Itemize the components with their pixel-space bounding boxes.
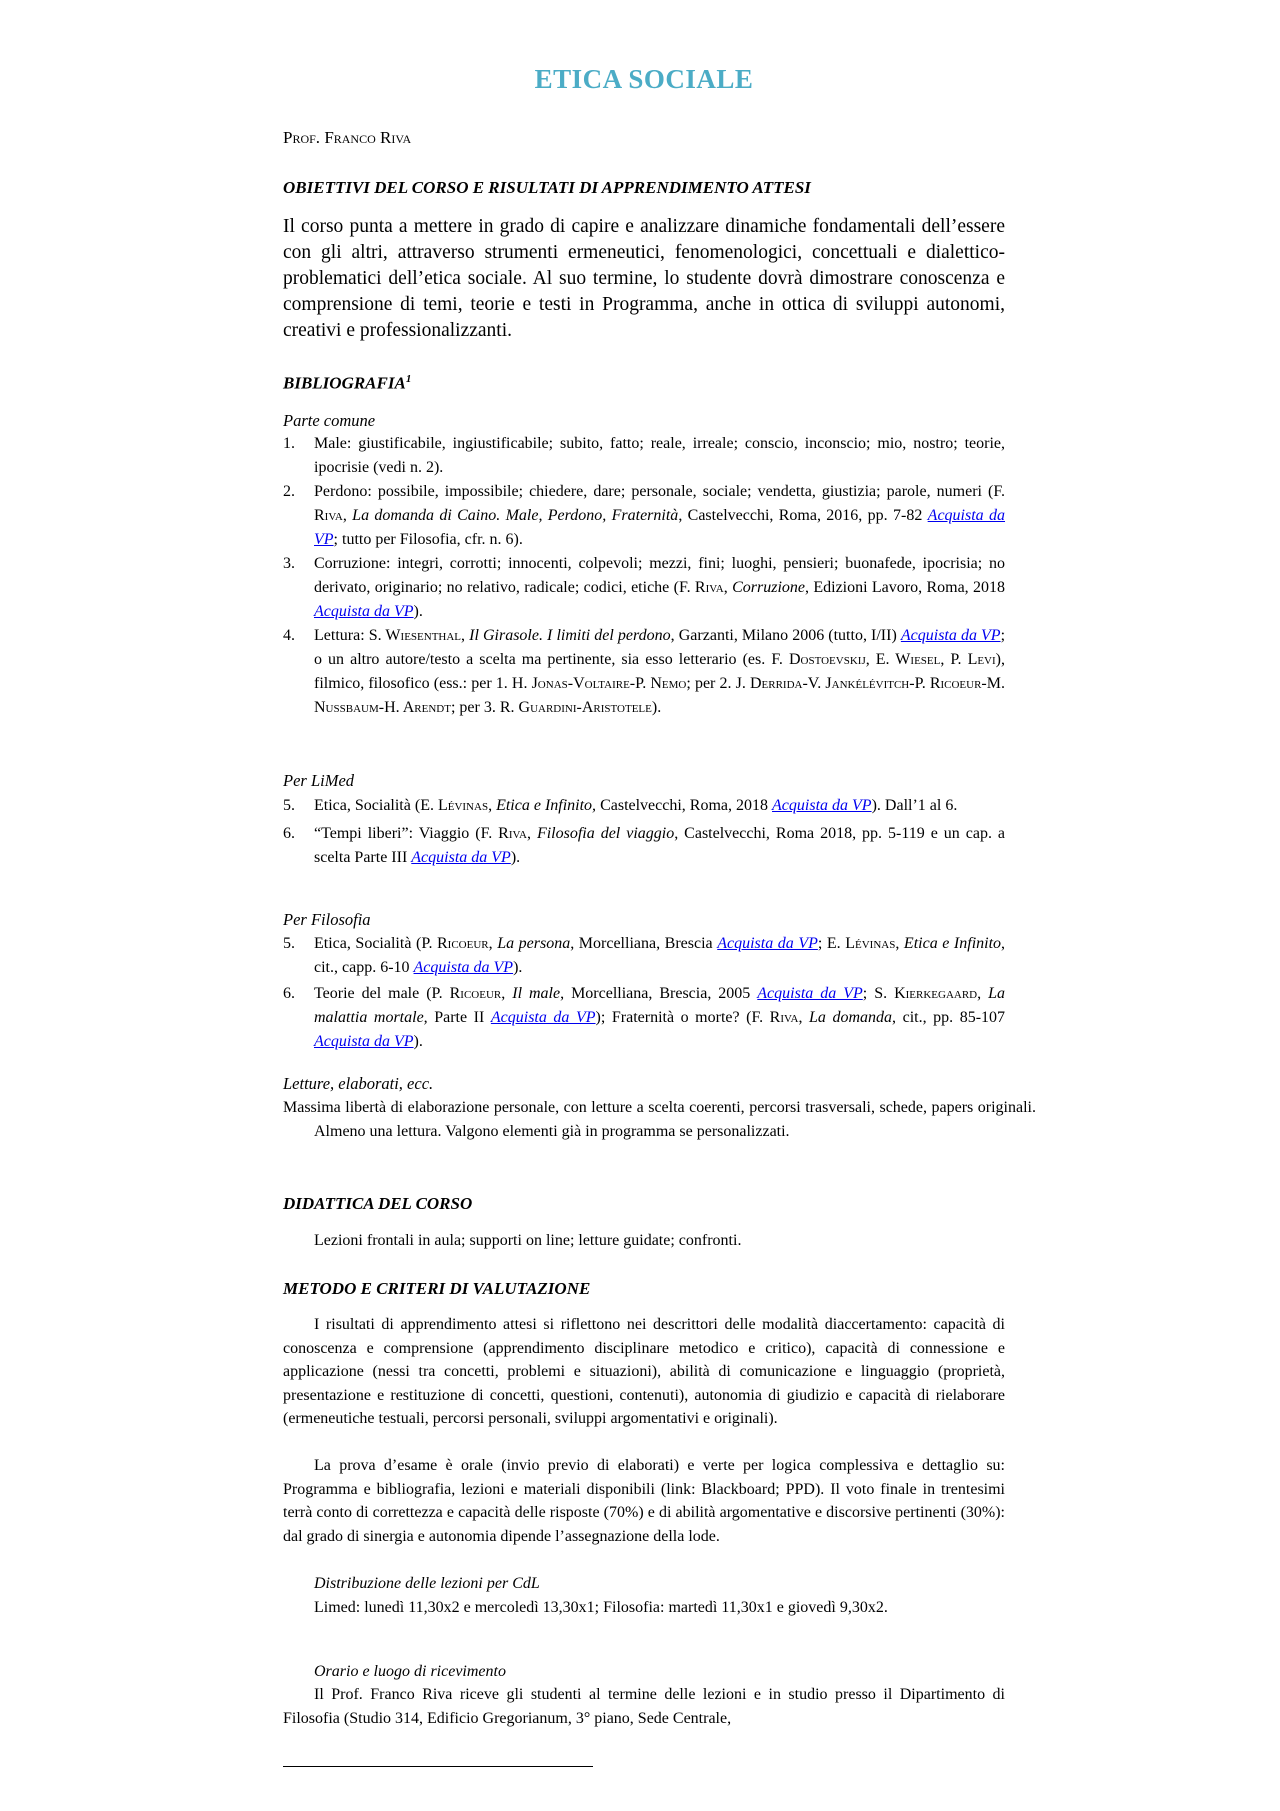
list-item: 6. Teorie del male (P. Ricoeur, Il male, Morcelliana, Brescia, 2005 Acquista da VP; S. Kierkegaard, La malattia mortale, Parte II Acquista da VP); Fraternità o morte? (F. Riva, La domanda, cit., pp. 85-107 Acquista da VP). [283,982,1005,1054]
acquista-link[interactable]: Acquista da VP [757,985,863,1002]
item-work: Il male [512,985,561,1002]
item-text: Corruzione: integri, corrotti; innocenti, colpevoli; mezzi, fini; luoghi, pensieri; buonafede, ipocrisia; no derivato, originario; no relativo, radicale; codici, etiche ( [314,555,1005,596]
parte-comune-label: Parte comune [283,411,376,430]
page-title: ETICA SOCIALE [534,64,754,94]
limed-label: Per LiMed [283,771,355,790]
metodo-heading: METODO E CRITERI DI VALUTAZIONE [283,1279,591,1298]
item-work: La malattia mortale, [314,985,1006,1026]
item-work: Filosofia del viaggio [536,825,675,842]
list-item: 5. Etica, Socialità (E. Lévinas, Etica e Infinito, Castelvecchi, Roma, 2018 Acquista da VP). Dall’1 al 6. [283,794,1005,818]
item-number: 6. [283,985,295,1002]
distribuzione-label: Distribuzione delle lezioni per CdL [314,1575,540,1592]
item-authors: J. Derrida-V. Jankélévitch-P. Ricoeur-M. Nussbaum-H. Arendt [314,675,1005,716]
acquista-link[interactable]: Acquista da VP [314,1033,414,1050]
item-text: Etica, Socialità ( [314,935,422,952]
list-item: 4. Lettura: S. Wiesenthal, Il Girasole. I limiti del perdono, Garzanti, Milano 2006 (tutto, I/II) Acquista da VP; o un altro autore/testo a scelta ma pertinente, sia esso letterario (es. F. Dostoevskij, E. Wiesel, P. Levi), filmico, filosofico (ess.: per 1. H. Jonas-Voltaire-P. Nemo; per 2. J. Derrida-V. Jankélévitch-P. Ricoeur-M. Nussbaum-H. Arendt; per 3. R. Guardini-Aristotele). [283,624,1005,720]
item-authors: R. Guardini-Aristotele [499,699,652,716]
item-text: ; per 3. [450,699,500,716]
item-text: Lettura: [314,627,369,644]
metodo-paragraph-2: La prova d’esame è orale (invio previo di elaborati) e verte per logica complessiva e dettaglio su: Programma e bibliografia, lezioni e materiali disponibili (link: Blackboard; PPD). Il voto finale in trentesimi terrà conto di correttezza e capacità delle risposte (70%) e di abilità argomentative e discorsive pertinenti (30%): dal grado di sinergia e autonomia dipende l’assegnazione della lode. [283,1457,1005,1545]
acquista-link[interactable]: Acquista da VP [490,1009,596,1026]
item-text: , Castelvecchi, Roma, 2016, pp. 7-82 [678,507,928,524]
item-work: La domanda di Caino. Male, Perdono, Fraternità [352,507,679,524]
item-text: ; o un altro autore/testo a scelta ma pertinente, sia esso letterario (es. [314,627,1006,668]
item-text: ). [413,1033,423,1050]
list-item: 3. Corruzione: integri, corrotti; innocenti, colpevoli; mezzi, fini; luoghi, pensieri; buonafede, ipocrisia; no derivato, originario; no relativo, radicale; codici, etiche (F. Riva, Corruzione, Edizioni Lavoro, Roma, 2018 Acquista da VP). [283,552,1005,624]
item-text: ). [651,699,662,716]
list-item: 5. Etica, Socialità (P. Ricoeur, La persona, Morcelliana, Brescia Acquista da VP; E. Lévinas, Etica e Infinito, cit., capp. 6-10 Acquista da VP). [283,932,1005,980]
item-work: Etica e Infinito [903,935,1002,952]
distribuzione-text: Limed: lunedì 11,30x2 e mercoledì 13,30x1; Filosofia: martedì 11,30x1 e giovedì 9,30x2. [314,1599,888,1616]
bibliography-heading [283,373,411,394]
item-text: , Castelvecchi, Roma 2018, pp. 5-119 e un cap. a scelta Parte III [314,825,1006,866]
item-text: Male: giustificabile, ingiustificabile; subito, fatto; reale, irreale; conscio, inconscio; mio, nostro; teorie, ipocrisie (vedi n. 2). [314,435,1005,476]
item-author: F. Riva [480,825,527,842]
item-text: ). [513,959,523,976]
orario-text: Il Prof. Franco Riva riceve gli studenti al termine delle lezioni e in studio presso il Dipartimento di Filosofia (Studio 314, Edificio Gregorianum, 3° piano, Sede Centrale, [283,1686,1005,1727]
letture-text: Massima libertà di elaborazione personale, con letture a scelta coerenti, percorsi trasversali, schede, papers originali. Almeno una lettura. Valgono elementi già in programma se personalizzati. [283,1099,1036,1140]
parte-comune-list [283,432,1005,720]
item-number: 2. [283,483,295,500]
item-text: Perdono: possibile, impossibile; chiedere, dare; personale, sociale; vendetta, giustizia; parole, numeri ( [314,483,994,500]
item-number: 4. [283,627,295,644]
acquista-link[interactable]: Acquista da VP [772,797,872,814]
item-text: ). [413,603,423,620]
item-number: 5. [283,935,295,952]
item-number: 1. [283,435,295,452]
item-text: ; [817,935,827,952]
list-item: 6. “Tempi liberi”: Viaggio (F. Riva, Filosofia del viaggio, Castelvecchi, Roma 2018, pp. 5-119 e un cap. a scelta Parte III Acquista da VP). [283,822,1005,870]
item-author: P. Ricoeur [431,985,502,1002]
acquista-link[interactable]: Acquista da VP [413,959,514,976]
item-text: , Morcelliana, Brescia [570,935,718,952]
item-text: , Morcelliana, Brescia, 2005 [560,985,758,1002]
acquista-link[interactable]: Acquista da VP [411,849,511,866]
item-text: ). Dall’1 al 6. [871,797,958,814]
item-author: E. Lévinas [826,935,896,952]
item-authors: F. Dostoevskij, E. Wiesel, P. Levi [771,651,996,668]
filosofia-list [283,932,1005,1054]
limed-list [283,794,1005,870]
item-work: La domanda [809,1009,893,1026]
item-text: , Garzanti, Milano 2006 (tutto, I/II) [670,627,901,644]
item-text: Teorie del male ( [314,985,432,1002]
filosofia-label: Per Filosofia [283,910,371,929]
item-number: 5. [283,797,295,814]
prof-name: Franco Riva [324,128,412,147]
item-text: “Tempi liberi”: Viaggio ( [314,825,481,842]
acquista-link[interactable]: Acquista da VP [717,935,818,952]
item-text: Castelvecchi, Roma, 2018 [596,797,773,814]
item-text: ; per 2. [686,675,736,692]
didattica-text: Lezioni frontali in aula; supporti on line; letture guidate; confronti. [314,1232,742,1249]
didattica-heading: DIDATTICA DEL CORSO [283,1194,473,1213]
item-text: ); Fraternità o morte? ( [595,1009,752,1026]
item-author: S. Wiesenthal [368,627,462,644]
item-author: F. Riva [678,579,724,596]
item-text: Etica, Socialità ( [314,797,421,814]
orario-label: Orario e luogo di ricevimento [314,1663,506,1680]
item-text: , Edizioni Lavoro, Roma, 2018 [805,579,1006,596]
item-number: 6. [283,825,295,842]
acquista-link[interactable]: Acquista da VP [900,627,1001,644]
footnote-separator [283,1766,593,1767]
item-number: 3. [283,555,295,572]
professor-name [283,128,411,148]
objectives-text: Il corso punta a mettere in grado di capire e analizzare dinamiche fondamentali dell’essere con gli altri, attraverso strumenti ermeneutici, fenomenologici, concettuali e dialettico-problematici dell’etica sociale. Al suo termine, lo studente dovrà dimostrare conoscenza e comprensione di temi, teorie e testi in Programma, anche in ottica di sviluppi autonomi, creativi e professionalizzanti. [283,216,1005,341]
acquista-link[interactable]: Acquista da VP [314,507,1006,548]
item-work: La persona [497,935,571,952]
item-author: F. Riva [314,483,1005,524]
item-text: Parte II [427,1009,491,1026]
letture-label: Letture, elaborati, ecc. [283,1074,434,1093]
item-authors: H. Jonas-Voltaire-P. Nemo [511,675,687,692]
item-text: ), filmico, filosofico (ess.: per 1. [314,651,1005,692]
item-text: , cit., pp. 85-107 [892,1009,1006,1026]
item-text: ; tutto per Filosofia, cfr. n. 6). [333,531,523,548]
item-work: Corruzione [732,579,805,596]
item-author: F. Riva [751,1009,799,1026]
footnote-mark[interactable]: 1 [405,373,412,385]
prof-prefix: Prof. [283,128,321,147]
list-item [283,432,1005,480]
acquista-link[interactable]: Acquista da VP [314,603,414,620]
item-author: E. Lévinas [420,797,489,814]
metodo-paragraph-1: I risultati di apprendimento attesi si riflettono nei descrittori delle modalità diaccertamento: capacità di conoscenza e comprensione (apprendimento disciplinare metodico e critico), capacità di connessione e applicazione (nessi tra concetti, problemi e situazioni), abilità di comunicazione e linguaggio (proprietà, presentazione e restituzione di concetti, questioni, contenuti), autonomia di giudizio e capacità di rielaborare (ermeneutiche testuali, percorsi personali, sviluppi argomentativi e originali). [283,1316,1005,1427]
item-author: P. Ricoeur [421,935,489,952]
objectives-heading: OBIETTIVI DEL CORSO E RISULTATI DI APPRENDIMENTO ATTESI [283,178,811,197]
list-item: 2. Perdono: possibile, impossibile; chiedere, dare; personale, sociale; vendetta, giustizia; parole, numeri (F. Riva, La domanda di Caino. Male, Perdono, Fraternità, Castelvecchi, Roma, 2016, pp. 7-82 Acquista da VP; tutto per Filosofia, cfr. n. 6). [283,480,1005,552]
item-text: ; [862,985,875,1002]
item-author: S. Kierkegaard [874,985,978,1002]
item-text: , cit., capp. 6-10 [314,935,1006,976]
item-work: Etica e Infinito, [496,797,597,814]
item-work: Il Girasole. I limiti del perdono [469,627,671,644]
item-text: ). [510,849,521,866]
bibliography-heading-text: BIBLIOGRAFIA [283,373,406,393]
